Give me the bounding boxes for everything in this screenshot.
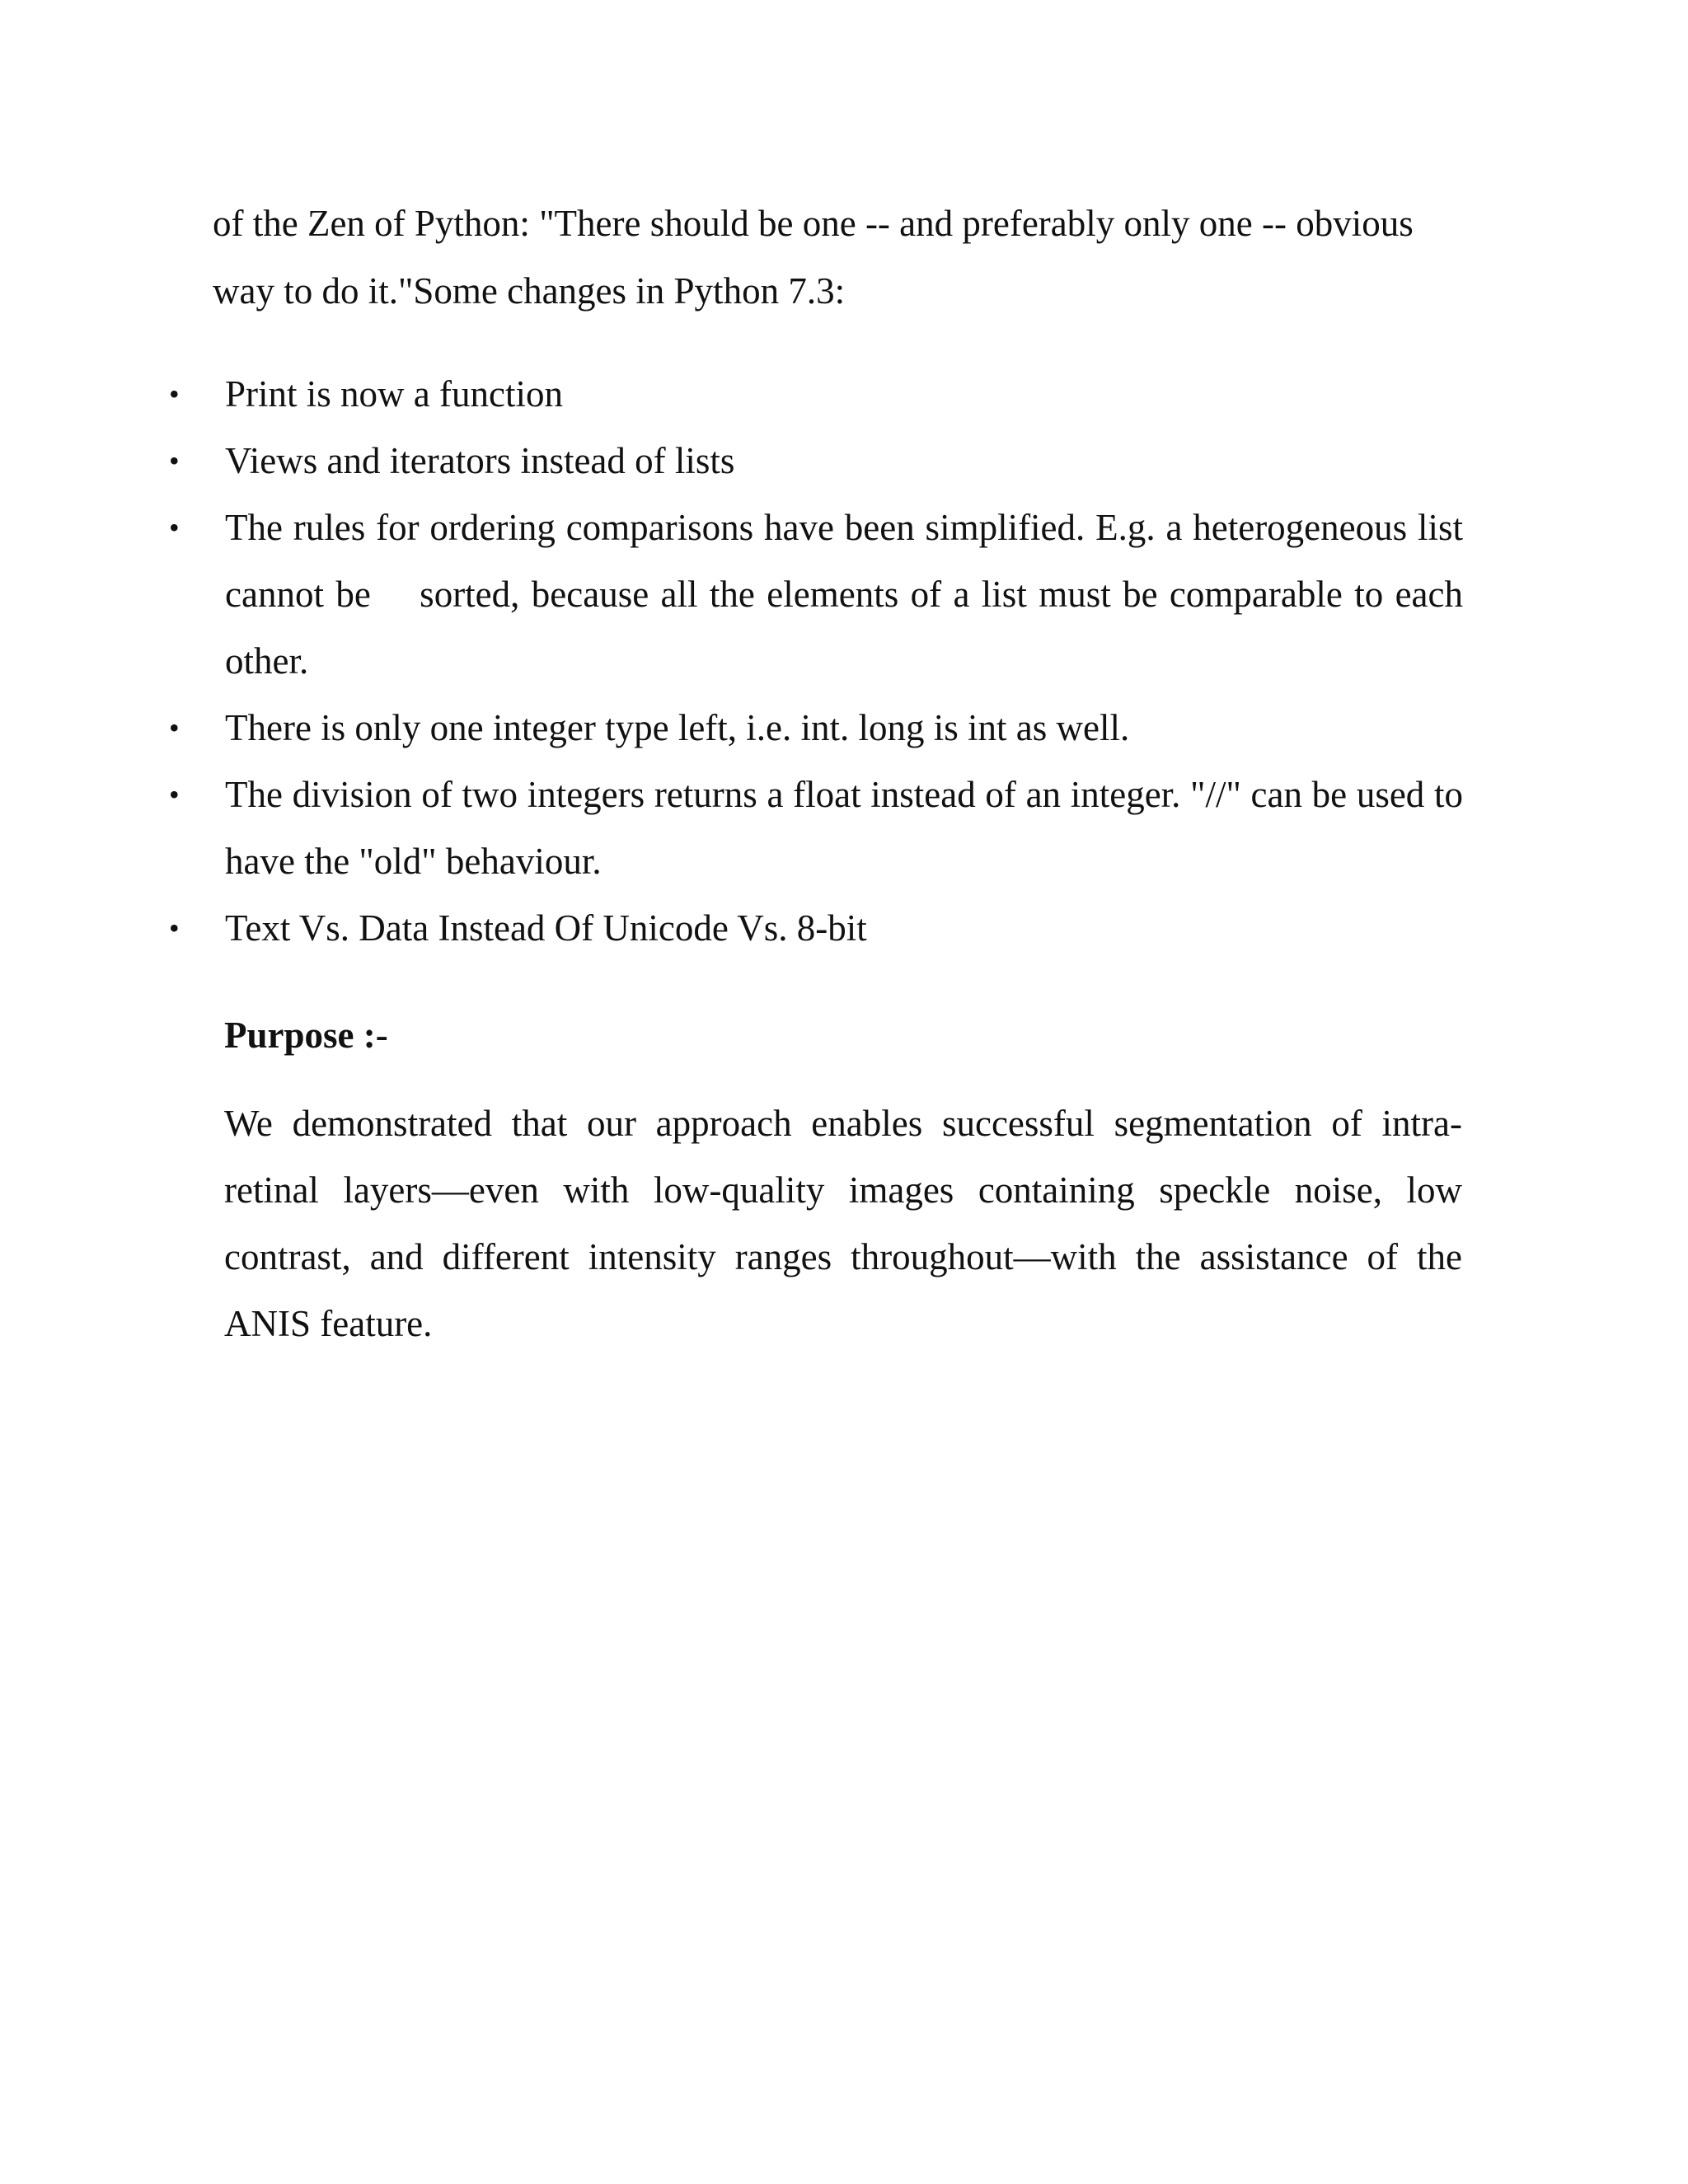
purpose-paragraph: We demonstrated that our approach enables successful segmentation of intra-retinal layers—even with low-quality images containing speckle noise, low contrast, and different intensity ranges throughout—with the assistance of the ANIS feature. (224, 1103, 1462, 1344)
list-item (169, 428, 1463, 494)
purpose-heading: Purpose :- (224, 1015, 388, 1056)
list-item-text: The rules for ordering comparisons have been simplified. E.g. a heterogeneous list cannot be sorted, because all the elements of a list must be comparable to each other. (225, 507, 1463, 682)
list-item-text: Print is now a function (225, 373, 563, 415)
python-changes-list (169, 361, 1463, 962)
list-item (169, 895, 1463, 962)
list-item (169, 361, 1463, 428)
bullet-icon: • (169, 711, 180, 744)
list-item (169, 494, 1463, 695)
intro-paragraph: of the Zen of Python: "There should be one -- and preferably only one -- obvious way to do it."Some changes in Python 7.3: (213, 203, 1414, 312)
list-item (169, 762, 1463, 895)
list-item-text: There is only one integer type left, i.e. int. long is int as well. (225, 707, 1130, 748)
list-item (169, 695, 1463, 762)
list-item-text: Views and iterators instead of lists (225, 440, 735, 481)
bullet-icon: • (169, 511, 180, 544)
bullet-icon: • (169, 444, 180, 477)
list-item-text: Text Vs. Data Instead Of Unicode Vs. 8-bit (225, 907, 867, 949)
bullet-icon: • (169, 377, 180, 410)
bullet-icon: • (169, 912, 180, 944)
list-item-text: The division of two integers returns a float instead of an integer. "//" can be used to have the "old" behaviour. (225, 774, 1463, 882)
bullet-icon: • (169, 778, 180, 811)
